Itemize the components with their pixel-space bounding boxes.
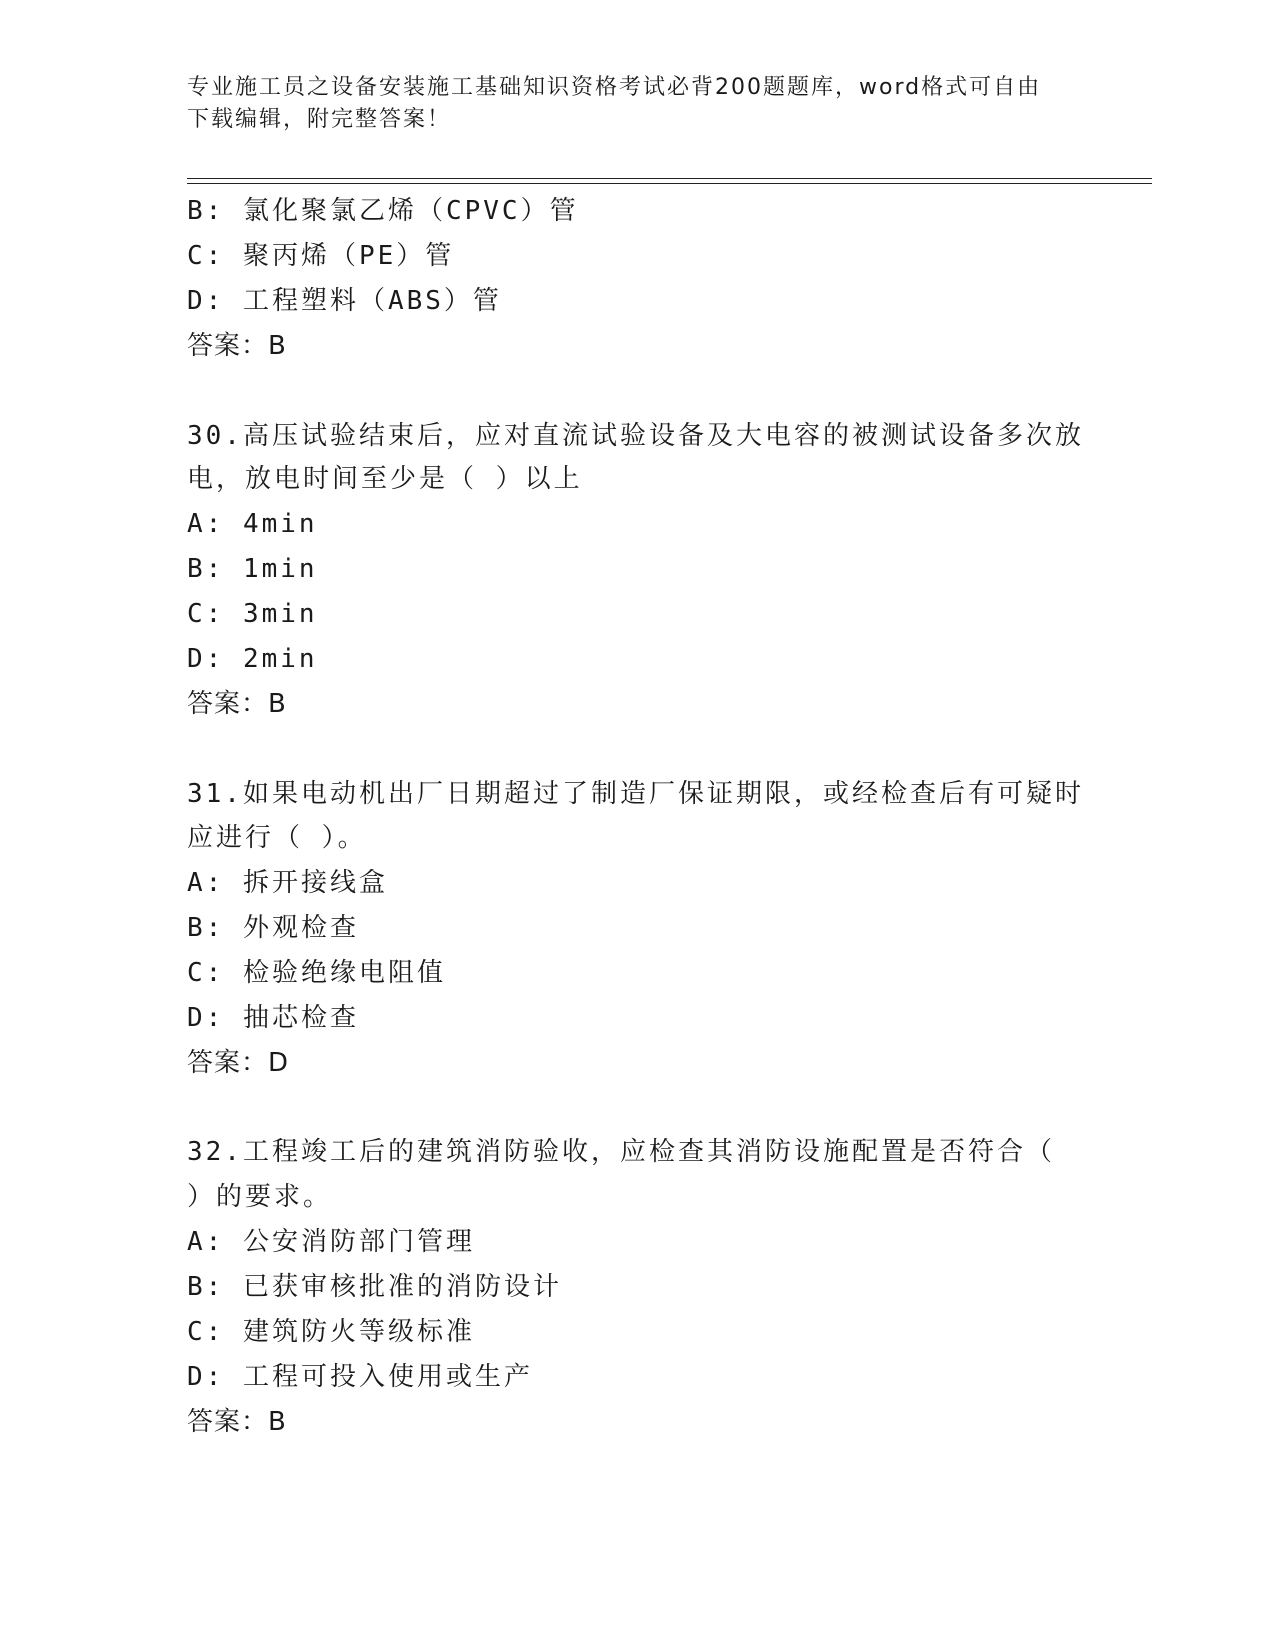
q32-option-c: C: 建筑防火等级标准 xyxy=(187,1317,475,1347)
q30-option-b: B: 1min xyxy=(187,554,318,584)
q31-stem-line-1: 31.如果电动机出厂日期超过了制造厂保证期限，或经检查后有可疑时 xyxy=(187,779,1084,809)
q31-option-d: D: 抽芯检查 xyxy=(187,1003,359,1033)
q29-option-b: B: 氯化聚氯乙烯（CPVC）管 xyxy=(187,196,579,226)
q29-option-d: D: 工程塑料（ABS）管 xyxy=(187,286,502,316)
header-line-1: 专业施工员之设备安装施工基础知识资格考试必背200题题库，word格式可自由 xyxy=(187,75,1042,100)
q32-answer: 答案：B xyxy=(187,1407,287,1437)
q31-option-c: C: 检验绝缘电阻值 xyxy=(187,958,446,988)
q30-stem-line-1: 30.高压试验结束后，应对直流试验设备及大电容的被测试设备多次放 xyxy=(187,421,1084,451)
q32-option-b: B: 已获审核批准的消防设计 xyxy=(187,1272,562,1302)
header-divider-bottom xyxy=(187,183,1152,184)
q31-stem-line-2: 应进行（ ）。 xyxy=(187,823,367,853)
q32-option-d: D: 工程可投入使用或生产 xyxy=(187,1362,533,1392)
q31-answer: 答案：D xyxy=(187,1048,290,1078)
q31-option-a: A: 拆开接线盒 xyxy=(187,868,388,898)
header-divider-top xyxy=(187,178,1152,179)
q30-answer: 答案：B xyxy=(187,689,287,719)
q32-option-a: A: 公安消防部门管理 xyxy=(187,1227,475,1257)
q32-stem-line-1: 32.工程竣工后的建筑消防验收，应检查其消防设施配置是否符合（ xyxy=(187,1137,1055,1167)
q32-stem-line-2: ）的要求。 xyxy=(187,1182,333,1212)
q30-option-d: D: 2min xyxy=(187,644,318,674)
q31-option-b: B: 外观检查 xyxy=(187,913,359,943)
header-line-2: 下载编辑，附完整答案！ xyxy=(187,107,452,132)
document-header xyxy=(187,72,1087,136)
q29-answer: 答案：B xyxy=(187,331,287,361)
q30-option-a: A: 4min xyxy=(187,509,318,539)
q30-stem-line-2: 电，放电时间至少是（ ）以上 xyxy=(187,464,583,494)
q29-option-c: C: 聚丙烯（PE）管 xyxy=(187,241,455,271)
q30-option-c: C: 3min xyxy=(187,599,318,629)
